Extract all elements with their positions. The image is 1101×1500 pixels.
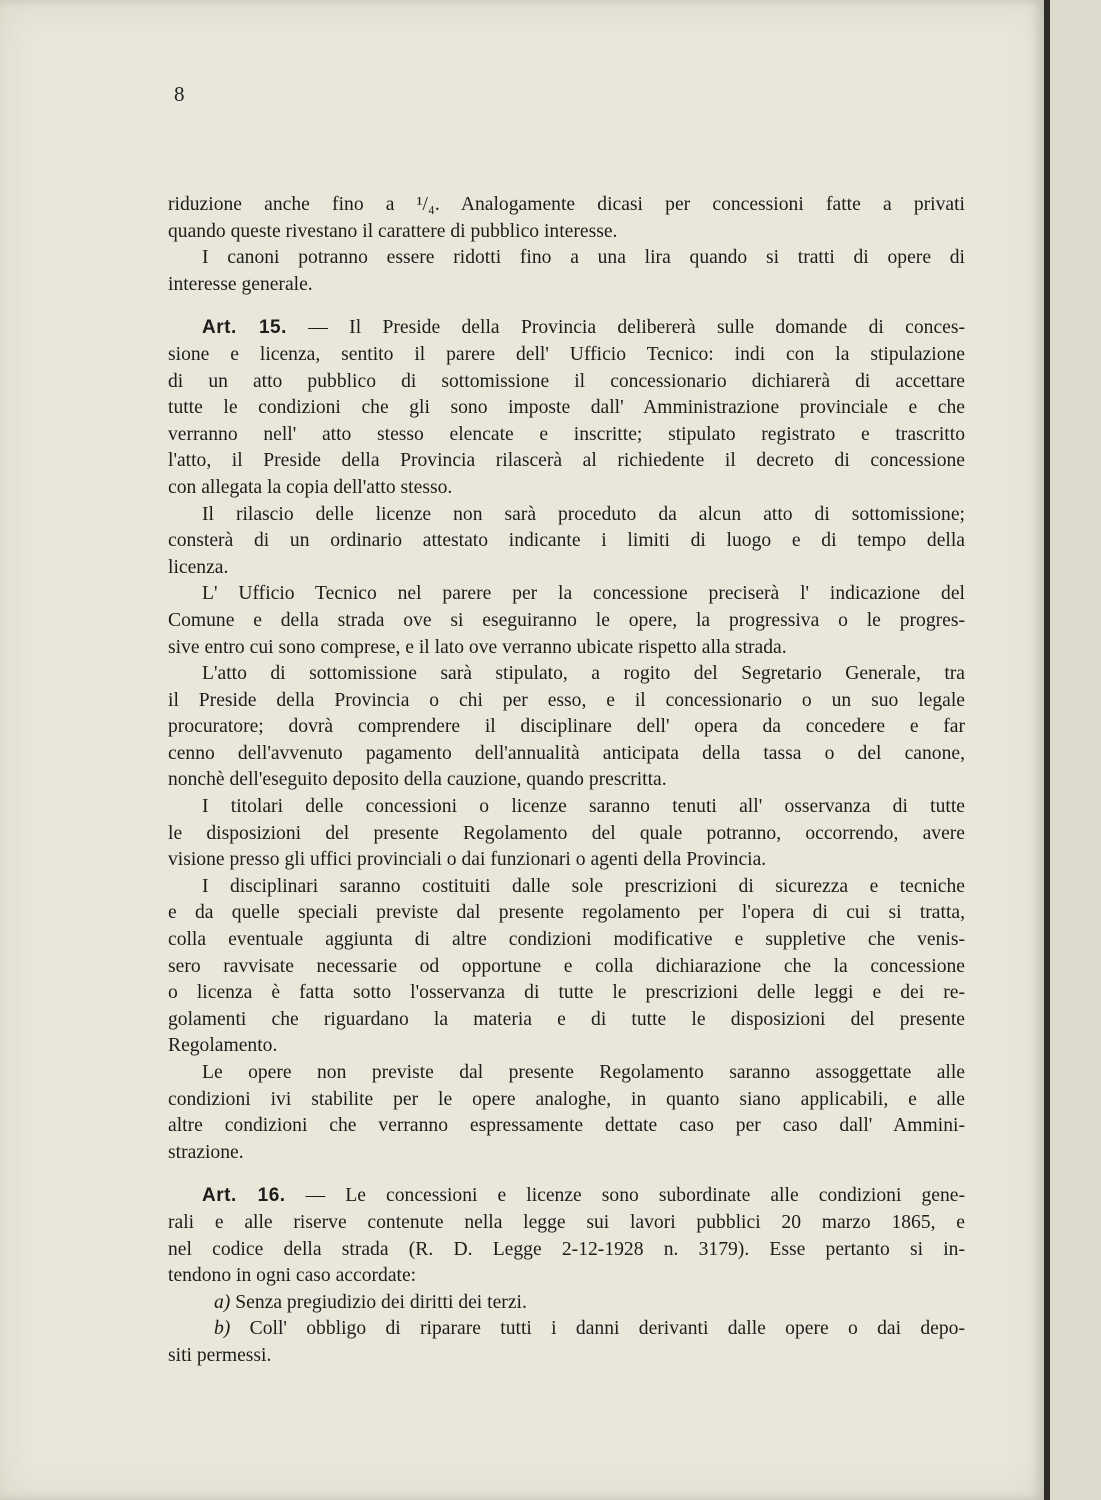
text-line	[168, 395, 965, 422]
line-text: nonchè dell'eseguito deposito della cauzione, quando prescritta.	[168, 769, 667, 791]
line-text: Regolamento.	[168, 1035, 278, 1057]
line-text: Comune e della strada ove si eseguiranno le opere, la progressiva o le progres-	[168, 609, 965, 631]
line-text: colla eventuale aggiunta di altre condizioni modificative e suppletive che venis-	[168, 929, 965, 951]
text-line	[168, 272, 965, 299]
page-number: 8	[174, 82, 185, 106]
text-line	[168, 635, 965, 662]
text-line	[168, 1060, 965, 1087]
paragraph	[168, 581, 965, 661]
line-text: Coll' obbligo di riparare tutti i danni derivanti dalle opere o dai depo-	[230, 1318, 965, 1340]
text-line	[168, 528, 965, 555]
line-text: Le opere non previste dal presente Regolamento saranno assoggettate alle	[202, 1062, 965, 1083]
line-text: altre condizioni che verranno espressamente dettate caso per caso dall' Ammini-	[168, 1115, 965, 1137]
line-text: condizioni ivi stabilite per le opere analoghe, in quanto siano applicabili, e alle	[168, 1088, 965, 1110]
text-line	[168, 714, 965, 741]
text-line	[168, 794, 965, 821]
line-text: sione e licenza, sentito il parere dell' Ufficio Tecnico: indi con la stipulazione	[168, 343, 965, 365]
text-line	[168, 847, 965, 874]
paragraph	[168, 794, 965, 874]
line-text: l'atto, il Preside della Provincia rilascerà al richiedente il decreto di concessione	[168, 450, 965, 472]
line-text: — Le concessioni e licenze sono subordinate alle condizioni gene-	[285, 1185, 965, 1207]
line-text: golamenti che riguardano la materia e di tutte le disposizioni del presente	[168, 1008, 965, 1030]
text-line	[168, 245, 965, 272]
text-line	[168, 369, 965, 396]
text-line	[168, 555, 965, 582]
text-line	[168, 475, 965, 502]
paragraph	[168, 661, 965, 794]
line-text: sero ravvisate necessarie od opportune e colla dichiarazione che la concessione	[168, 955, 965, 977]
text-line	[168, 821, 965, 848]
text-line	[168, 315, 965, 342]
line-text: visione presso gli uffici provinciali o dai funzionari o agenti della Provincia.	[168, 849, 767, 871]
text-line	[168, 1113, 965, 1140]
list-marker: b)	[214, 1318, 231, 1340]
text-line	[168, 1237, 965, 1264]
line-text: tutte le condizioni che gli sono imposte dall' Amministrazione provinciale e che	[168, 397, 965, 419]
line-text: di un atto pubblico di sottomissione il concessionario dichiarerà di accettare	[168, 370, 965, 392]
text-line	[168, 422, 965, 449]
text-line	[168, 741, 965, 768]
paragraph	[168, 1060, 965, 1166]
paragraph	[168, 874, 965, 1060]
paragraph	[168, 502, 965, 582]
line-text: L'atto di sottomissione sarà stipulato, a rogito del Segretario Generale, tra	[202, 663, 965, 685]
line-text: quando queste rivestano il carattere di pubblico interesse.	[168, 220, 618, 242]
text-line	[168, 219, 965, 246]
line-text: o licenza è fatta sotto l'osservanza di tutte le prescrizioni delle leggi e dei re-	[168, 982, 965, 1004]
line-text: sive entro cui sono comprese, e il lato ove verranno ubicate rispetto alla strada.	[168, 636, 787, 658]
line-text: riduzione anche fino a ¹/₄. Analogamente dicasi per concessioni fatte a privati	[168, 194, 965, 215]
line-text: Senza pregiudizio dei diritti dei terzi.	[230, 1291, 527, 1313]
line-text: il Preside della Provincia o chi per esso, e il concessionario o un suo legale	[168, 689, 965, 711]
text-line	[168, 1007, 965, 1034]
text-line	[168, 1183, 965, 1210]
line-text: tendono in ogni caso accordate:	[168, 1265, 417, 1287]
line-text: licenza.	[168, 556, 229, 578]
line-text: nel codice della strada (R. D. Legge 2-12-1928 n. 3179). Esse pertanto si in-	[168, 1238, 965, 1260]
line-text: cenno dell'avvenuto pagamento dell'annualità anticipata della tassa o del canone,	[168, 742, 965, 764]
line-text: I titolari delle concessioni o licenze saranno tenuti all' osservanza di tutte	[202, 796, 965, 818]
line-text: strazione.	[168, 1141, 244, 1163]
line-text: le disposizioni del presente Regolamento del quale potranno, occorrendo, avere	[168, 822, 965, 844]
text-line	[168, 1210, 965, 1237]
line-text: I canoni potranno essere ridotti fino a una lira quando si tratti di opere di	[202, 247, 965, 269]
list-item	[168, 1316, 965, 1369]
text-line	[168, 954, 965, 981]
body-text	[168, 192, 965, 1370]
line-text: L' Ufficio Tecnico nel parere per la concessione preciserà l' indicazione del	[202, 583, 965, 605]
article-label: Art. 16.	[202, 1185, 286, 1207]
line-text: procuratore; dovrà comprendere il disciplinare dell' opera da concedere e far	[168, 716, 965, 738]
line-text: interesse generale.	[168, 273, 313, 295]
article-label: Art. 15.	[202, 317, 287, 339]
text-line	[168, 874, 965, 901]
text-line	[168, 688, 965, 715]
line-text: siti permessi.	[168, 1344, 272, 1366]
list-item	[168, 1290, 965, 1317]
list-marker: a)	[214, 1291, 231, 1313]
text-line	[168, 502, 965, 529]
article-paragraph	[168, 315, 965, 501]
text-line	[168, 448, 965, 475]
line-text: I disciplinari saranno costituiti dalle sole prescrizioni di sicurezza e tecniche	[202, 875, 965, 897]
text-line	[168, 1316, 965, 1343]
text-line	[168, 927, 965, 954]
text-line	[168, 767, 965, 794]
article-paragraph	[168, 1183, 965, 1289]
line-text: rali e alle riserve contenute nella legge sui lavori pubblici 20 marzo 1865, e	[168, 1211, 965, 1233]
text-line	[168, 192, 965, 219]
text-line	[168, 1290, 965, 1317]
text-line	[168, 1343, 965, 1370]
text-line	[168, 661, 965, 688]
line-text: e da quelle speciali previste dal presente regolamento per l'opera di cui si tratta,	[168, 902, 965, 924]
text-line	[168, 1033, 965, 1060]
text-line	[168, 581, 965, 608]
text-line	[168, 980, 965, 1007]
text-line	[168, 1140, 965, 1167]
line-text: verranno nell' atto stesso elencate e inscritte; stipulato registrato e trascritto	[168, 423, 965, 445]
paragraph	[168, 192, 965, 245]
text-line	[168, 608, 965, 635]
line-text: — Il Preside della Provincia delibererà sulle domande di conces-	[286, 317, 965, 339]
line-text: consterà di un ordinario attestato indicante i limiti di luogo e di tempo della	[168, 530, 965, 552]
text-line	[168, 342, 965, 369]
adjacent-page-edge	[1050, 0, 1101, 1500]
line-text: Il rilascio delle licenze non sarà proceduto da alcun atto di sottomissione;	[202, 503, 965, 525]
paragraph	[168, 245, 965, 298]
line-text: con allegata la copia dell'atto stesso.	[168, 476, 453, 498]
text-line	[168, 900, 965, 927]
text-line	[168, 1087, 965, 1114]
text-line	[168, 1263, 965, 1290]
